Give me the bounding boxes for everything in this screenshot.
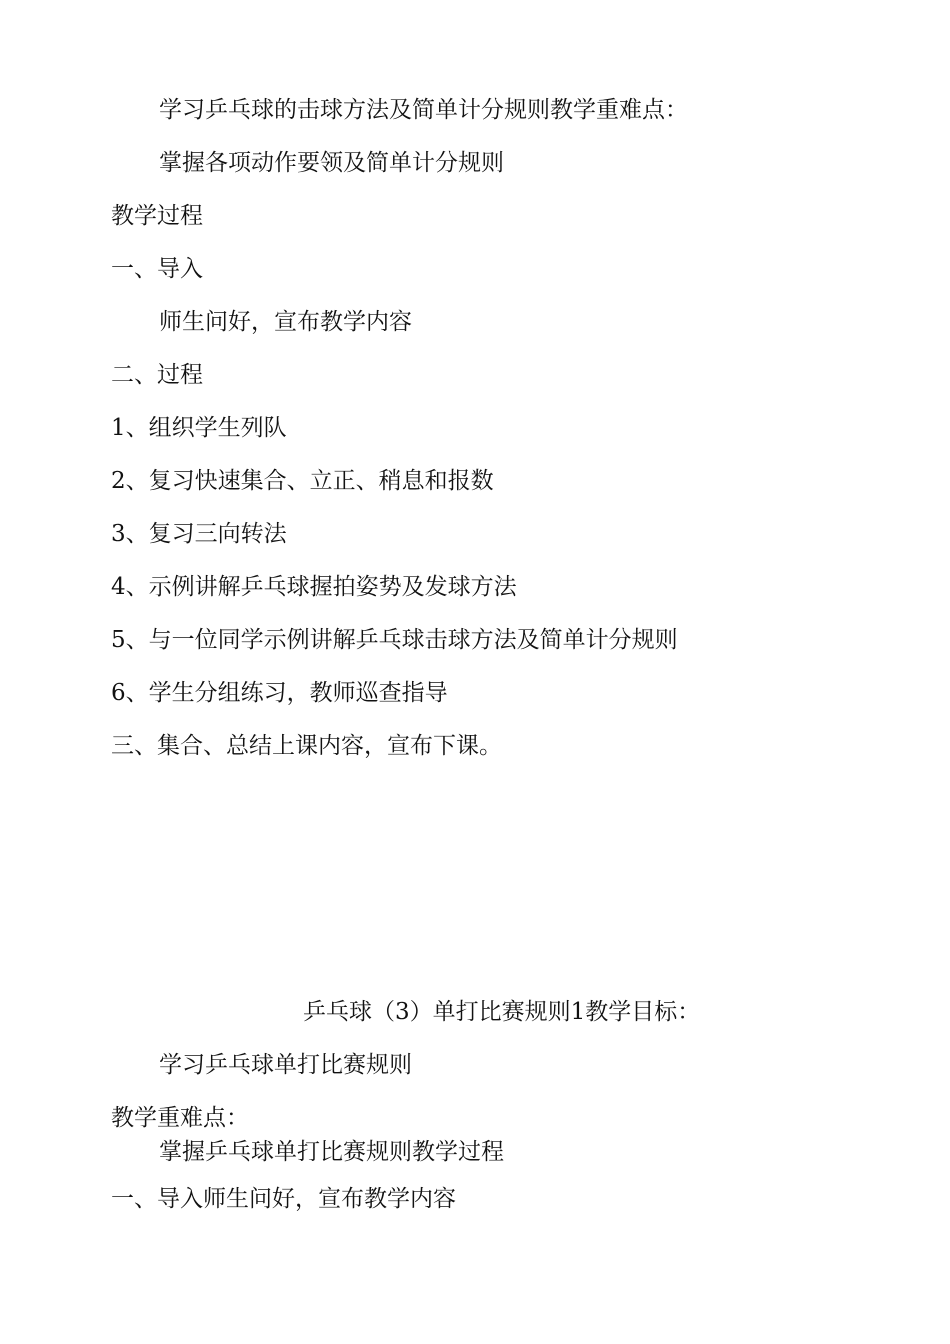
- text-line: 师生问好，宣布教学内容: [159, 309, 412, 335]
- list-item: 5、与一位同学示例讲解乒乓球击球方法及简单计分规则: [111, 627, 678, 653]
- section-heading: 教学过程: [111, 203, 203, 229]
- section-heading: 一、导入: [111, 256, 203, 282]
- list-item: 1、组织学生列队: [111, 415, 287, 441]
- list-item: 4、示例讲解乒乓球握拍姿势及发球方法: [111, 574, 517, 600]
- text-line: 学习乒乓球单打比赛规则: [159, 1052, 412, 1078]
- section-heading: 一、导入师生问好，宣布教学内容: [111, 1186, 456, 1212]
- list-item: 2、复习快速集合、立正、稍息和报数: [111, 468, 494, 494]
- section-heading: 教学重难点：: [111, 1105, 249, 1131]
- text-line: 掌握各项动作要领及简单计分规则: [159, 150, 504, 176]
- lesson-title: 乒乓球（3）单打比赛规则1教学目标：: [303, 999, 701, 1025]
- text-line: 学习乒乓球的击球方法及简单计分规则教学重难点：: [159, 97, 688, 123]
- section-heading: 三、集合、总结上课内容，宣布下课。: [111, 733, 502, 759]
- list-item: 3、复习三向转法: [111, 521, 287, 547]
- list-item: 6、学生分组练习，教师巡查指导: [111, 680, 448, 706]
- section-heading: 二、过程: [111, 362, 203, 388]
- text-line: 掌握乒乓球单打比赛规则教学过程: [159, 1139, 504, 1165]
